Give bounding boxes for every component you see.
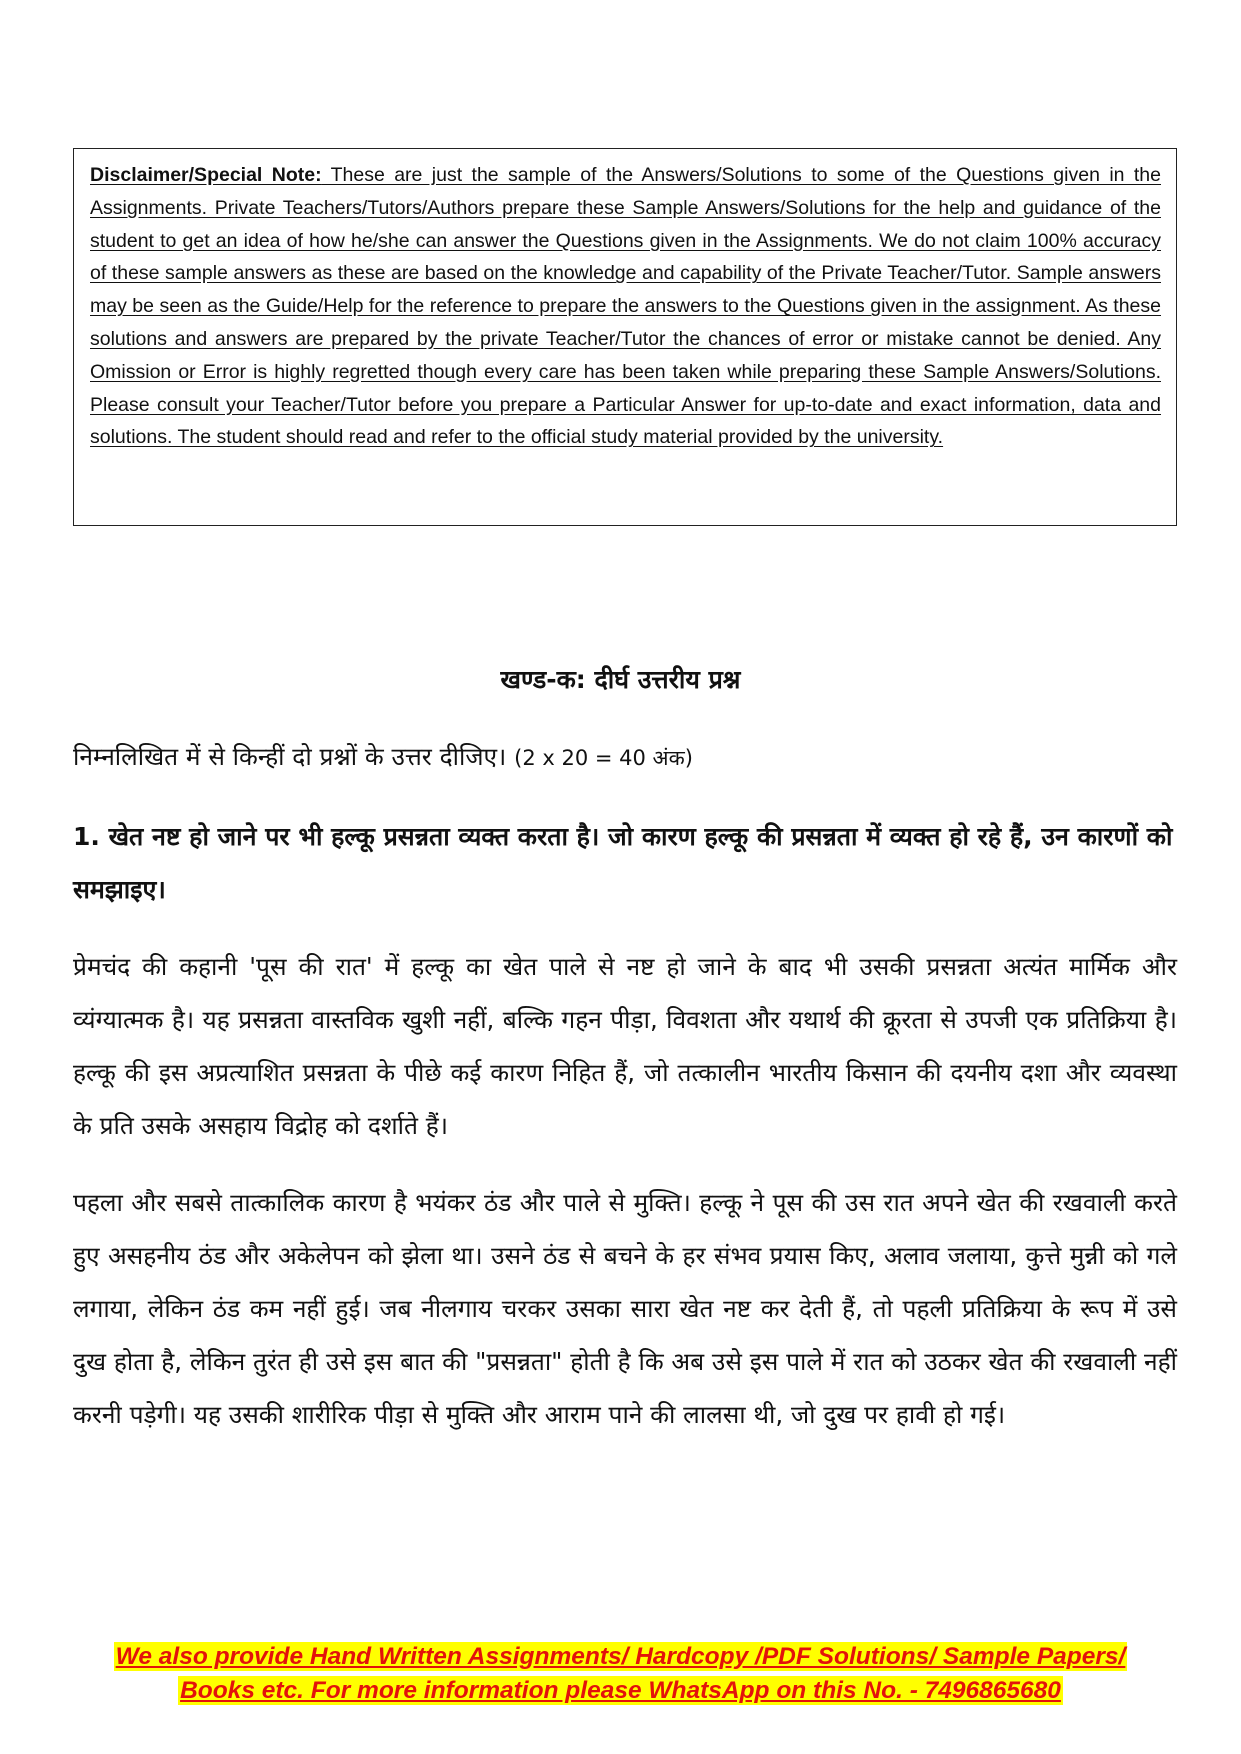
disclaimer-label: Disclaimer/Special Note: — [90, 164, 322, 186]
question-1: 1. खेत नष्ट हो जाने पर भी हल्कू प्रसन्नता व्यक्त करता है। जो कारण हल्कू की प्रसन्नता में व्यक्त हो रहे हैं, उन कारणों को समझाइए। — [73, 822, 1173, 904]
disclaimer-box — [73, 148, 1177, 526]
instruction-text: निम्नलिखित में से किन्हीं दो प्रश्नों के उत्तर दीजिए। — [73, 742, 515, 771]
instruction — [73, 738, 1183, 777]
answer-paragraph-1: प्रेमचंद की कहानी 'पूस की रात' में हल्कू का खेत पाले से नष्ट हो जाने के बाद भी उसकी प्रसन्नता अत्यंत मार्मिक और व्यंग्यात्मक है। यह प्रसन्नता वास्तविक खुशी नहीं, बल्कि गहन पीड़ा, विवशता और यथार्थ की क्रूरता से उपजी एक प्रतिक्रिया है। हल्कू की इस अप्रत्याशित प्रसन्नता के पीछे कई कारण निहित हैं, जो तत्कालीन भारतीय किसान की दयनीय दशा और व्यवस्था के प्रति उसके असहाय विद्रोह को दर्शाते हैं। — [73, 952, 1177, 1140]
promo-footer — [0, 1640, 1241, 1708]
section-heading: खण्ड-क: दीर्घ उत्तरीय प्रश्न — [500, 665, 741, 694]
promo-line-2: Books etc. For more information please WhatsApp on this No. - 7496865680 — [180, 1677, 1061, 1704]
marks-note: (2 x 20 = 40 अंक) — [514, 746, 693, 770]
disclaimer-text: These are just the sample of the Answers/Solutions to some of the Questions given in the Assignments. Private Teachers/Tutors/Authors prepare these Sample Answers/Solutions for the help and guidance of the student to get an idea of how he/she can answer the Questions given in the Assignments. We do not claim 100% accuracy of these sample answers as these are based on the knowledge and capability of the Private Teacher/Tutor. Sample answers may be seen as the Guide/Help for the reference to prepare the answers to the Questions given in the assignment. As these solutions and answers are prepared by the private Teacher/Tutor the chances of error or mistake cannot be denied. Any Omission or Error is highly regretted though every care has been taken while preparing these Sample Answers/Solutions. Please consult your Teacher/Tutor before you prepare a Particular Answer for up-to-date and exact information, data and solutions. The student should read and refer to the official study material provided by the university. — [90, 164, 1161, 449]
answer-paragraph-2: पहला और सबसे तात्कालिक कारण है भयंकर ठंड और पाले से मुक्ति। हल्कू ने पूस की उस रात अपने खेत की रखवाली करते हुए असहनीय ठंड और अकेलेपन को झेला था। उसने ठंड से बचने के हर संभव प्रयास किए, अलाव जलाया, कुत्ते मुन्नी को गले लगाया, लेकिन ठंड कम नहीं हुई। जब नीलगाय चरकर उसका सारा खेत नष्ट कर देती हैं, तो पहली प्रतिक्रिया के रूप में उसे दुख होता है, लेकिन तुरंत ही उसे इस बात की "प्रसन्नता" होती है कि अब उसे इस पाले में रात को उठकर खेत की रखवाली नहीं करनी पड़ेगी। यह उसकी शारीरिक पीड़ा से मुक्ति और आराम पाने की लालसा थी, जो दुख पर हावी हो गई। — [73, 1188, 1177, 1429]
promo-line-1: We also provide Hand Written Assignments/ Hardcopy /PDF Solutions/ Sample Papers/ — [115, 1643, 1126, 1670]
